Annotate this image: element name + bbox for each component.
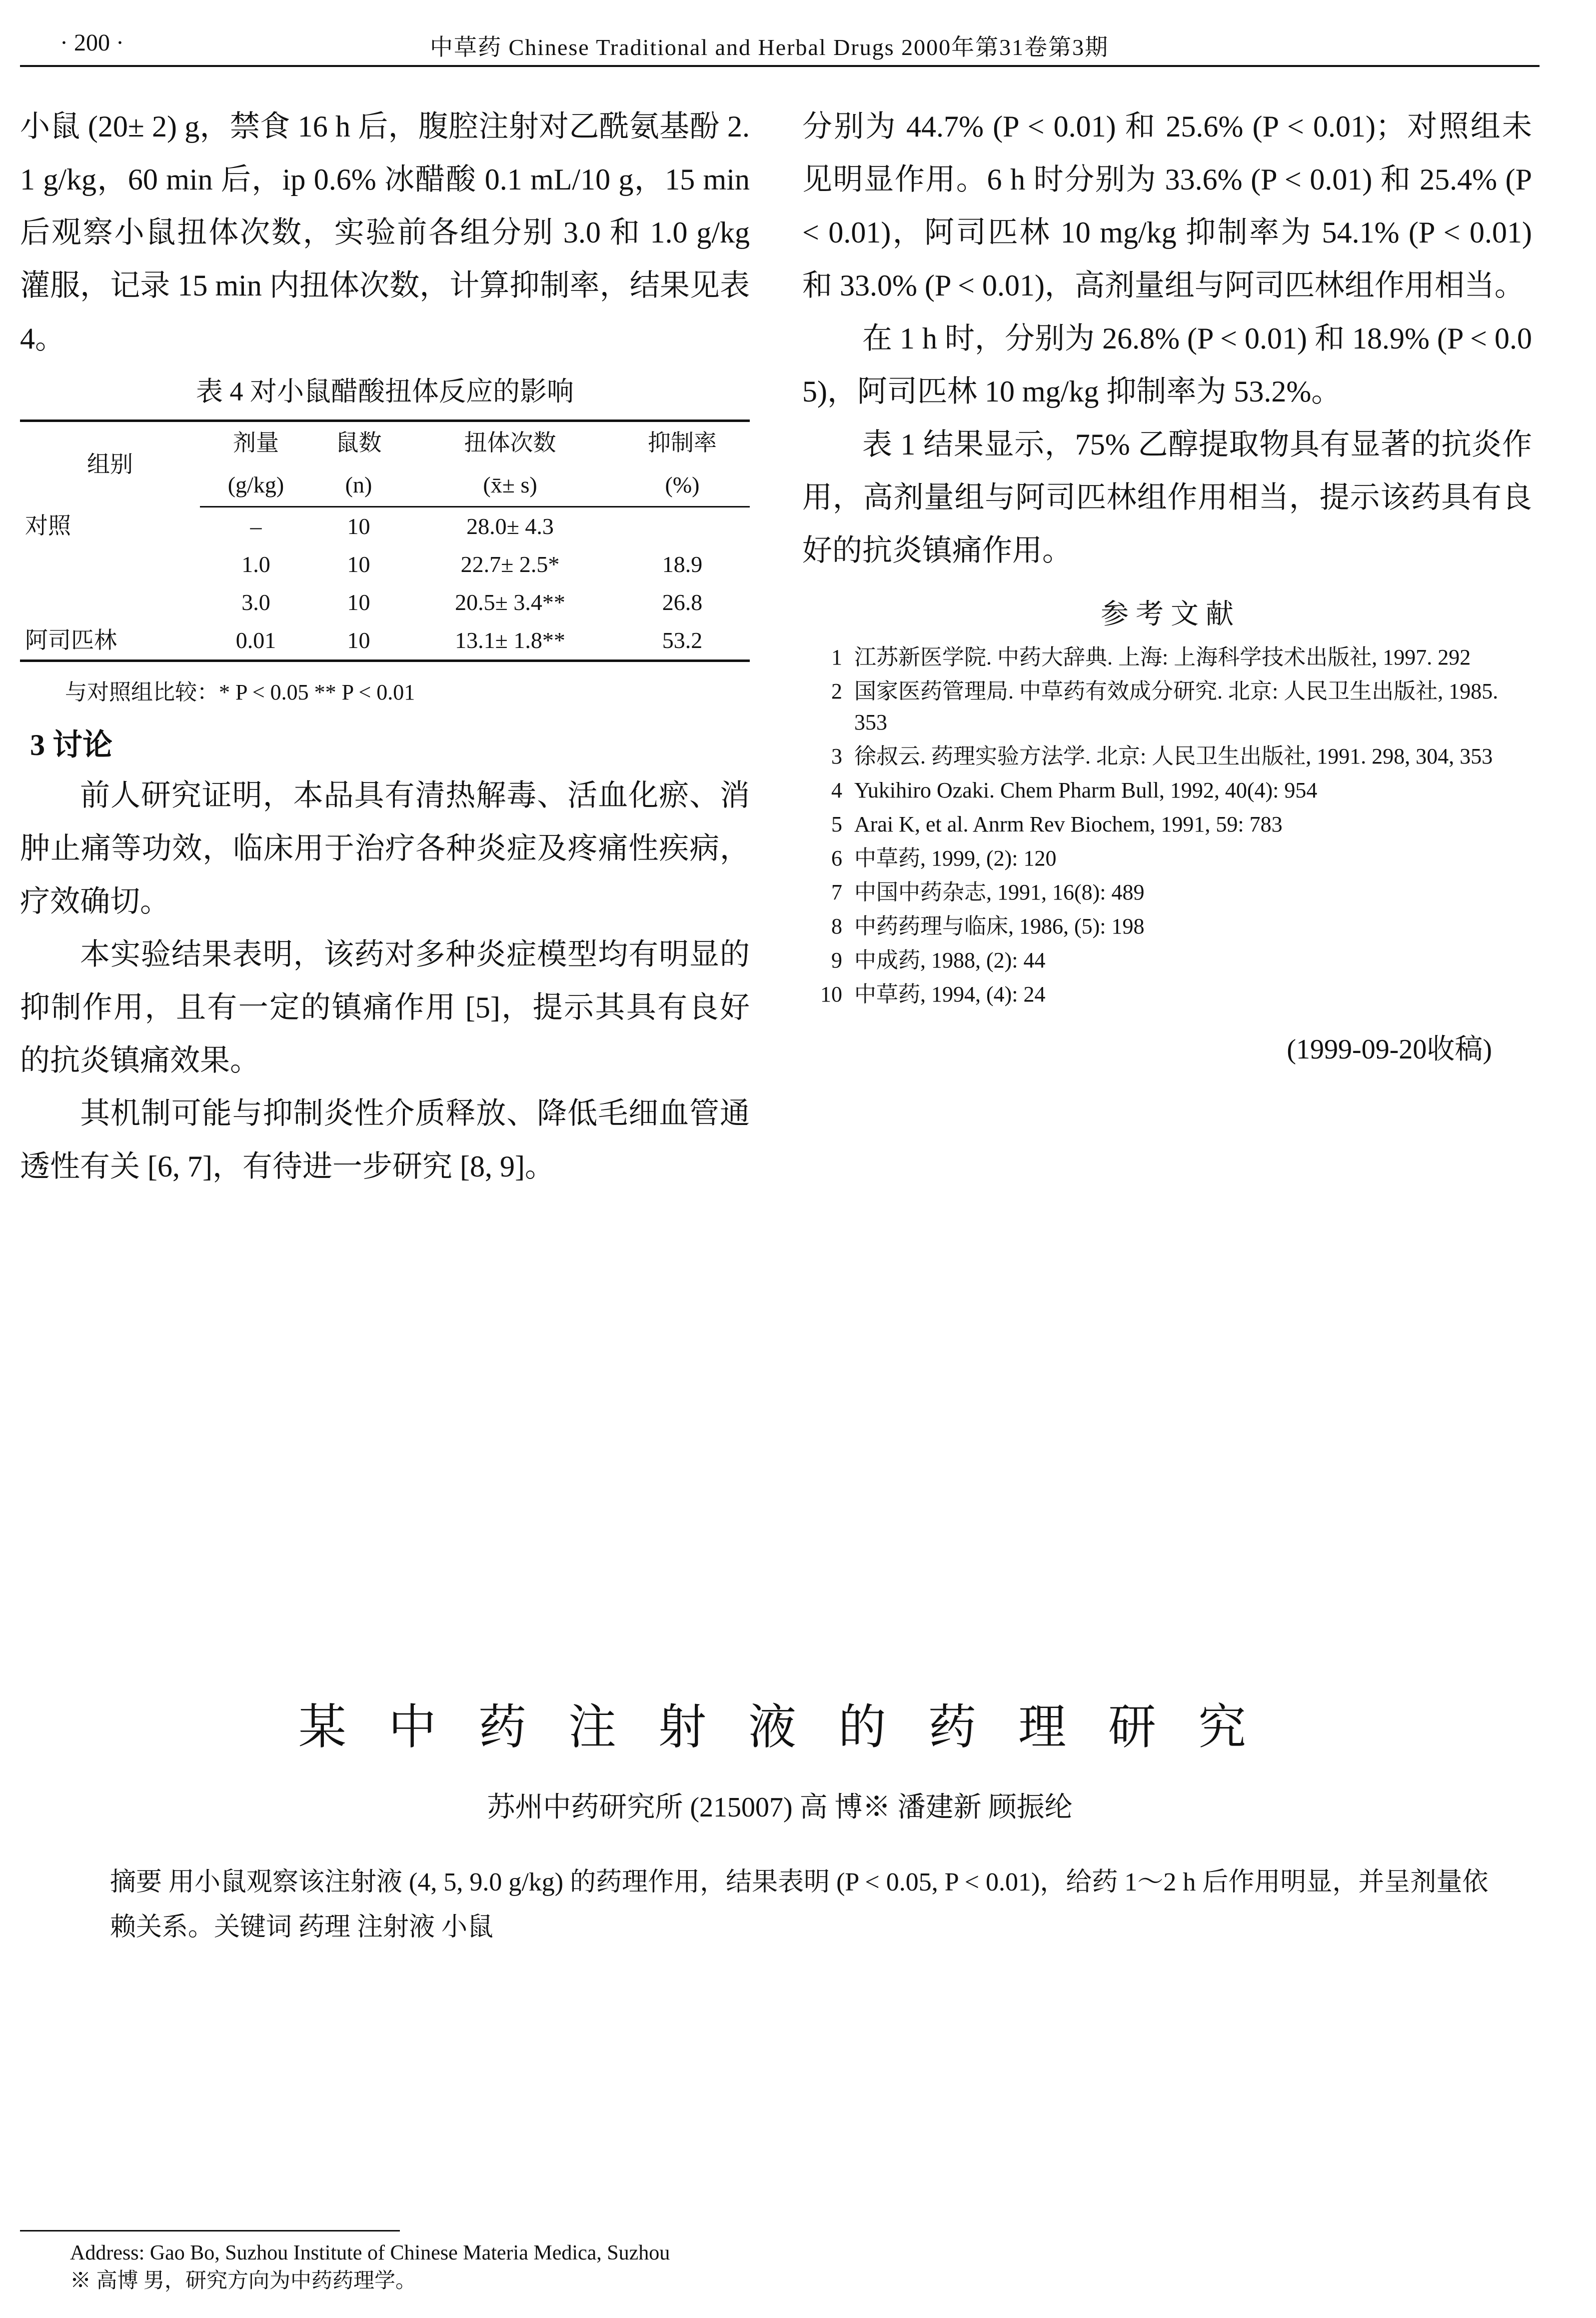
reference-number: 7 bbox=[831, 880, 842, 904]
author-address: Address: Gao Bo, Suzhou Institute of Chinese Materia Medica, Suzhou bbox=[70, 2242, 670, 2264]
reference-number: 6 bbox=[831, 846, 842, 870]
reference-number: 5 bbox=[831, 812, 842, 836]
paragraph: 在 1 h 时，分别为 26.8% (P < 0.01) 和 18.9% (P < 0.05)，阿司匹林 10 mg/kg 抑制率为 53.2%。 bbox=[802, 322, 1532, 408]
table-cell: 10 bbox=[347, 628, 370, 653]
reference-text: 中草药, 1999, (2): 120 bbox=[854, 846, 1057, 870]
paragraph: 本实验结果表明，该药对多种炎症模型均有明显的抑制作用，且有一定的镇痛作用 [5]，提示其具有良好的抗炎镇痛效果。 bbox=[20, 938, 750, 1077]
table-cell: – bbox=[250, 514, 262, 539]
table-cell: 22.7± 2.5* bbox=[460, 552, 560, 577]
table-cell: 10 bbox=[347, 590, 370, 615]
paragraph: 前人研究证明，本品具有清热解毒、活血化瘀、消肿止痛等功效，临床用于治疗各种炎症及疼痛性疾病，疗效确切。 bbox=[20, 779, 750, 918]
table-cell: 1.0 bbox=[241, 552, 270, 577]
right-column bbox=[802, 100, 1532, 1067]
table-cell: 26.8 bbox=[662, 590, 703, 615]
table-header-cell: 抑制率 bbox=[647, 430, 717, 456]
article-authors: 苏州中药研究所 (215007) 高 博※ 潘建新 顾振纶 bbox=[487, 1792, 1073, 1823]
reference-number: 8 bbox=[831, 914, 842, 938]
reference-item bbox=[802, 775, 1532, 806]
table-header-cell: (n) bbox=[312, 464, 405, 507]
reference-number: 10 bbox=[820, 982, 842, 1006]
reference-number: 9 bbox=[831, 948, 842, 972]
reference-item bbox=[802, 741, 1532, 772]
received-date: (1999-09-20收稿) bbox=[1287, 1034, 1492, 1065]
reference-number: 3 bbox=[831, 744, 842, 768]
reference-text: Yukihiro Ozaki. Chem Pharm Bull, 1992, 40(4): 954 bbox=[854, 778, 1318, 802]
references-title: 参 考 文 献 bbox=[1101, 599, 1234, 630]
table-header-cell: (%) bbox=[615, 464, 750, 507]
paragraph: 分别为 44.7% (P < 0.01) 和 25.6% (P < 0.01)；对照组未见明显作用。6 h 时分别为 33.6% (P < 0.01) 和 25.4% (P < 0.01)，阿司匹林 10 mg/kg 抑制率为 54.1% (P < 0.01) 和 33.0% (P < 0.01)，高剂量组与阿司匹林组作用相当。 bbox=[802, 110, 1532, 302]
reference-text: 中草药, 1994, (4): 24 bbox=[854, 982, 1046, 1006]
table-cell: 53.2 bbox=[662, 628, 703, 653]
table-cell bbox=[20, 584, 200, 622]
left-column bbox=[20, 100, 750, 1193]
table-cell: 10 bbox=[347, 514, 370, 539]
paragraph: 小鼠 (20± 2) g，禁食 16 h 后，腹腔注射对乙酰氨基酚 2.1 g/kg，60 min 后，ip 0.6% 冰醋酸 0.1 mL/10 g，15 min 后观察小鼠扭体次数，实验前各组分别 3.0 和 1.0 g/kg 灌服，记录 15 min 内扭体次数，计算抑制率，结果见表 4。 bbox=[20, 110, 750, 355]
table-cell: 18.9 bbox=[662, 552, 703, 577]
table-cell: 阿司匹林 bbox=[25, 628, 117, 653]
table-header-cell: 鼠数 bbox=[335, 430, 382, 456]
reference-item bbox=[802, 877, 1532, 908]
table-row bbox=[20, 584, 750, 622]
next-article bbox=[20, 1690, 1540, 1950]
footnote-divider bbox=[20, 2230, 400, 2232]
left-paragraphs bbox=[20, 100, 750, 365]
reference-item bbox=[802, 676, 1532, 738]
page-number: · 200 · bbox=[60, 30, 124, 56]
reference-number: 2 bbox=[831, 679, 842, 704]
reference-item bbox=[802, 979, 1532, 1010]
reference-item bbox=[802, 642, 1532, 673]
table-title: 表 4 对小鼠醋酸扭体反应的影响 bbox=[196, 376, 574, 406]
table-cell bbox=[615, 507, 750, 546]
table-header-cell: 剂量 bbox=[232, 430, 279, 456]
reference-text: 中药药理与临床, 1986, (5): 198 bbox=[854, 914, 1145, 938]
table-header-cell: 组别 bbox=[86, 451, 133, 477]
reference-text: 中成药, 1988, (2): 44 bbox=[854, 948, 1046, 972]
reference-text: 中国中药杂志, 1991, 16(8): 489 bbox=[854, 880, 1145, 904]
table-cell bbox=[20, 546, 200, 584]
reference-text: Arai K, et al. Anrm Rev Biochem, 1991, 59: 783 bbox=[854, 812, 1283, 836]
table-row bbox=[20, 546, 750, 584]
reference-item bbox=[802, 911, 1532, 942]
paragraph: 表 1 结果显示，75% 乙醇提取物具有显著的抗炎作用，高剂量组与阿司匹林组作用相当，提示该药具有良好的抗炎镇痛作用。 bbox=[802, 428, 1532, 567]
data-table bbox=[20, 420, 750, 662]
table-note: 与对照组比较：* P < 0.05 ** P < 0.01 bbox=[65, 680, 415, 704]
right-paragraphs bbox=[802, 100, 1532, 577]
table-row bbox=[20, 507, 750, 546]
paragraph: 其机制可能与抑制炎性介质释放、降低毛细血管通透性有关 [6, 7]，有待进一步研究 [8, 9]。 bbox=[20, 1097, 750, 1183]
table-cell: 20.5± 3.4** bbox=[455, 590, 565, 615]
reference-item bbox=[802, 809, 1532, 840]
table-cell: 28.0± 4.3 bbox=[466, 514, 554, 539]
table-cell: 13.1± 1.8** bbox=[455, 628, 565, 653]
discussion bbox=[20, 769, 750, 1193]
table-cell: 10 bbox=[347, 552, 370, 577]
footnote bbox=[70, 2239, 1550, 2295]
reference-number: 4 bbox=[831, 778, 842, 802]
table-header-cell: 扭体次数 bbox=[464, 430, 556, 456]
table-header-cell: (x̄± s) bbox=[405, 464, 615, 507]
author-note: ※ 高博 男，研究方向为中药药理学。 bbox=[70, 2270, 417, 2292]
table-cell: 对照 bbox=[25, 513, 71, 539]
reference-text: 国家医药管理局. 中草药有效成分研究. 北京: 人民卫生出版社, 1985. 353 bbox=[854, 679, 1499, 734]
table-cell: 3.0 bbox=[241, 590, 270, 615]
reference-item bbox=[802, 945, 1532, 976]
table-header-cell: (g/kg) bbox=[200, 464, 312, 507]
table-row bbox=[20, 622, 750, 661]
table-cell: 0.01 bbox=[235, 628, 276, 653]
reference-list bbox=[802, 642, 1532, 1010]
section-heading: 3 讨论 bbox=[30, 728, 112, 762]
journal-title: 中草药 Chinese Traditional and Herbal Drugs 2000年第31卷第3期 bbox=[430, 34, 1109, 60]
article-abstract: 摘要 用小鼠观察该注射液 (4, 5, 9.0 g/kg) 的药理作用，结果表明 (P < 0.05, P < 0.01)，给药 1～2 h 后作用明显，并呈剂量依赖关系。关键词 药理 注射液 小鼠 bbox=[110, 1868, 1489, 1942]
reference-text: 徐叔云. 药理实验方法学. 北京: 人民卫生出版社, 1991. 298, 304, 353 bbox=[854, 744, 1493, 768]
reference-item bbox=[802, 843, 1532, 874]
running-header bbox=[20, 20, 1540, 67]
reference-number: 1 bbox=[831, 645, 842, 670]
article-title: 某 中 药 注 射 液 的 药 理 研 究 bbox=[298, 1700, 1261, 1754]
reference-text: 江苏新医学院. 中药大辞典. 上海: 上海科学技术出版社, 1997. 292 bbox=[854, 645, 1471, 670]
